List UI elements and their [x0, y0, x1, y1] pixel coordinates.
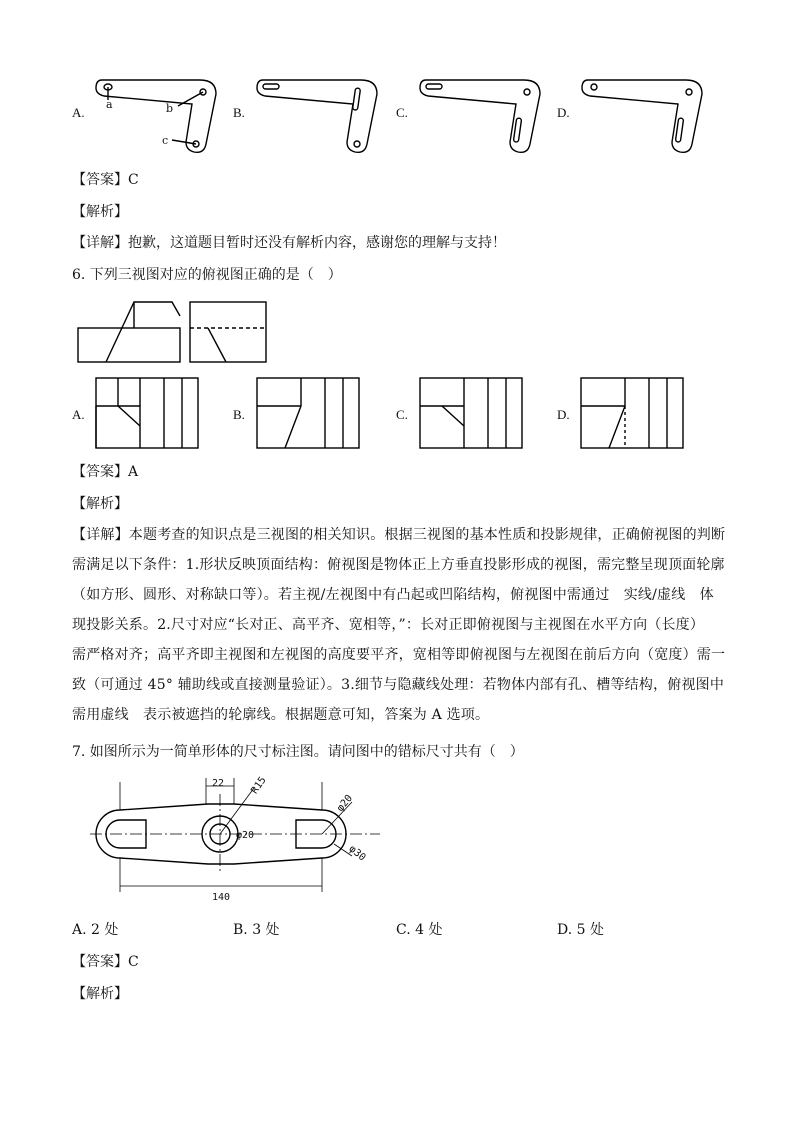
q7-question: 7. 如图所示为一简单形体的尺寸标注图。请问图中的错标尺寸共有（ ）	[72, 744, 524, 760]
q6-option-c-figure	[418, 376, 526, 452]
q5-option-a-label: A.	[72, 105, 85, 120]
q6-detail-line: （如方形、圆形、对称缺口等）。若主视/左视图中有凸起或凹陷结构，俯视图中需通过 实线/虚线 体	[72, 587, 714, 603]
q6-detail-line: 需满足以下条件：1.形状反映顶面结构：俯视图是物体正上方垂直投影形成的视图，需完整呈现顶面轮廓	[72, 557, 725, 573]
q7-option-a: A. 2 处	[72, 922, 119, 938]
q6-option-a-label: A.	[72, 407, 85, 422]
q7-dim-phi20-center: φ20	[236, 830, 255, 841]
q5-option-d-figure	[578, 72, 708, 158]
q6-detail	[72, 520, 726, 730]
q5-option-d-label: D.	[557, 105, 570, 120]
q7-dim-22: 22	[212, 778, 225, 789]
q5-label-c: c	[162, 134, 169, 147]
q7-dim-r15: R15	[249, 774, 269, 797]
q7-option-c: C. 4 处	[396, 922, 443, 938]
q6-three-view-figure	[76, 298, 272, 366]
q7-dim-phi30: φ30	[346, 843, 368, 864]
q5-option-b-label: B.	[233, 105, 245, 120]
q6-analysis-heading: 【解析】	[72, 496, 128, 512]
q6-option-b-figure	[255, 376, 363, 452]
q7-answer: 【答案】C	[72, 954, 139, 970]
q5-label-b: b	[166, 102, 174, 115]
q5-label-a: a	[106, 98, 113, 111]
q6-option-b-label: B.	[233, 407, 245, 422]
q6-option-d-figure	[579, 376, 687, 452]
q5-detail: 【详解】抱歉，这道题目暂时还没有解析内容，感谢您的理解与支持！	[72, 235, 506, 251]
q7-option-d: D. 5 处	[557, 922, 604, 938]
q7-dim-phi20-right: φ20	[335, 793, 356, 814]
q5-option-b-figure	[253, 72, 383, 158]
q6-detail-line: 现投影关系。2.尺寸对应“长对正、高平齐、宽相等，”：长对正即俯视图与主视图在水平方向（长度）	[72, 617, 705, 633]
q7-dim-140: 140	[212, 892, 231, 903]
q7-option-b: B. 3 处	[233, 922, 280, 938]
q5-option-c-label: C.	[396, 105, 408, 120]
q6-detail-line: 【详解】本题考查的知识点是三视图的相关知识。根据三视图的基本性质和投影规律，正确俯视图的判断	[72, 527, 726, 543]
q6-detail-line: 需严格对齐；高平齐即主视图和左视图的高度要平齐，宽相等即俯视图与左视图在前后方向（宽度）需一	[72, 647, 726, 663]
q5-analysis-heading: 【解析】	[72, 204, 128, 220]
q6-option-c-label: C.	[396, 407, 408, 422]
q5-answer: 【答案】C	[72, 172, 139, 188]
q5-option-c-figure	[416, 72, 546, 158]
q5-option-a-figure	[92, 72, 222, 158]
q7-analysis-heading: 【解析】	[72, 986, 128, 1002]
q6-option-a-figure	[94, 376, 202, 452]
q6-detail-line: 需用虚线 表示被遮挡的轮廓线。根据题意可知，答案为 A 选项。	[72, 707, 490, 723]
q6-option-d-label: D.	[557, 407, 570, 422]
q6-question: 6. 下列三视图对应的俯视图正确的是（ ）	[72, 267, 342, 283]
q6-detail-line: 致（可通过 45° 辅助线或直接测量验证）。3.细节与隐藏线处理：若物体内部有孔、槽等结构，俯视图中	[72, 677, 725, 693]
q7-dimension-drawing	[84, 772, 384, 910]
q6-answer: 【答案】A	[72, 464, 139, 480]
